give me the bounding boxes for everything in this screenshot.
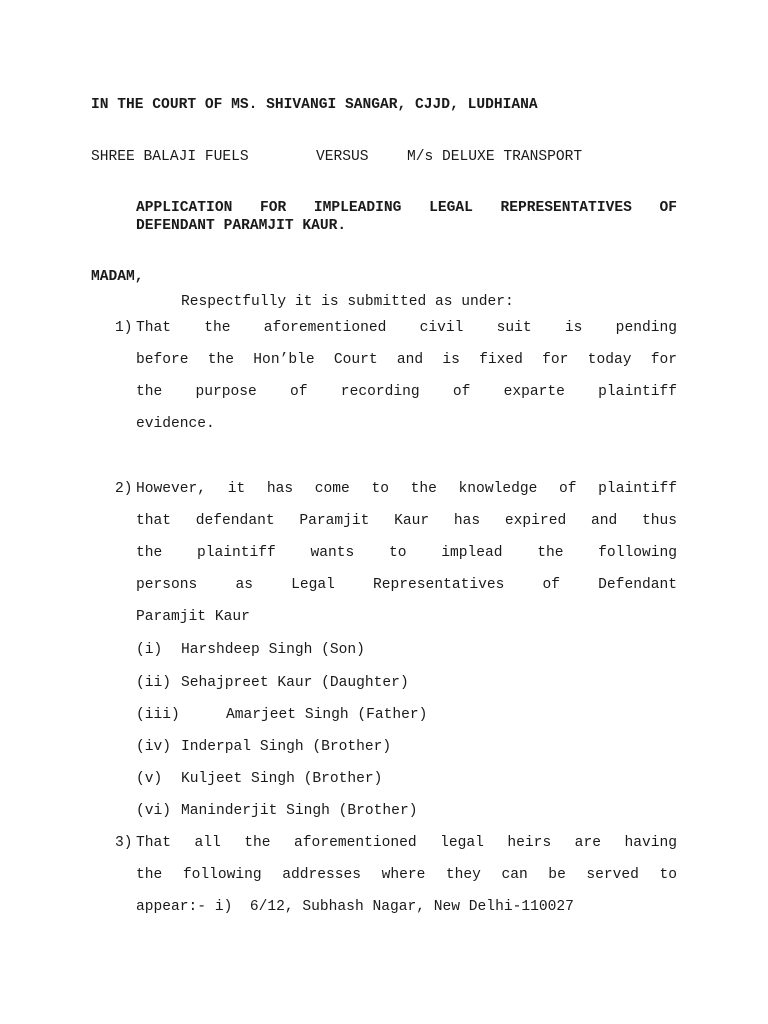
plaintiff-name: SHREE BALAJI FUELS (91, 149, 249, 165)
paragraph-2-line: However, it has come to the knowledge of plaintiff (136, 481, 677, 497)
heir-name: Sehajpreet Kaur (Daughter) (181, 675, 409, 691)
paragraph-2-line: Paramjit Kaur (136, 609, 250, 625)
heir-numeral: (i) (136, 642, 163, 658)
heir-name: Amarjeet Singh (Father) (226, 707, 428, 723)
heir-name: Inderpal Singh (Brother) (181, 739, 392, 755)
heir-name: Maninderjit Singh (Brother) (181, 803, 418, 819)
court-heading: IN THE COURT OF MS. SHIVANGI SANGAR, CJJD, LUDHIANA (91, 97, 538, 113)
paragraph-1-line: the purpose of recording of exparte plaintiff (136, 384, 677, 400)
paragraph-1-line: before the Hon’ble Court and is fixed for today for (136, 352, 677, 368)
paragraph-1-number: 1) (115, 320, 133, 336)
paragraph-3-line: That all the aforementioned legal heirs are having (136, 835, 677, 851)
paragraph-2-line: persons as Legal Representatives of Defendant (136, 577, 677, 593)
salutation: MADAM, (91, 269, 144, 285)
heir-numeral: (ii) (136, 675, 172, 691)
subject-line-1: APPLICATION FOR IMPLEADING LEGAL REPRESENTATIVES OF (136, 200, 677, 216)
paragraph-3-number: 3) (115, 835, 133, 851)
paragraph-3-line: appear:- i) 6/12, Subhash Nagar, New Delhi-110027 (136, 899, 574, 915)
heir-numeral: (iv) (136, 739, 172, 755)
paragraph-2-line: the plaintiff wants to implead the following (136, 545, 677, 561)
subject-line-2: DEFENDANT PARAMJIT KAUR. (136, 218, 347, 234)
paragraph-1-line: That the aforementioned civil suit is pending (136, 320, 677, 336)
defendant-name: M/s DELUXE TRANSPORT (407, 149, 583, 165)
heir-numeral: (v) (136, 771, 163, 787)
paragraph-3-line: the following addresses where they can be served to (136, 867, 677, 883)
paragraph-2-line: that defendant Paramjit Kaur has expired and thus (136, 513, 677, 529)
heir-numeral: (vi) (136, 803, 172, 819)
versus-label: VERSUS (316, 149, 369, 165)
heir-name: Kuljeet Singh (Brother) (181, 771, 383, 787)
paragraph-1-line: evidence. (136, 416, 215, 432)
heir-name: Harshdeep Singh (Son) (181, 642, 365, 658)
heir-numeral: (iii) (136, 707, 180, 723)
paragraph-2-number: 2) (115, 481, 133, 497)
intro-text: Respectfully it is submitted as under: (181, 294, 514, 310)
